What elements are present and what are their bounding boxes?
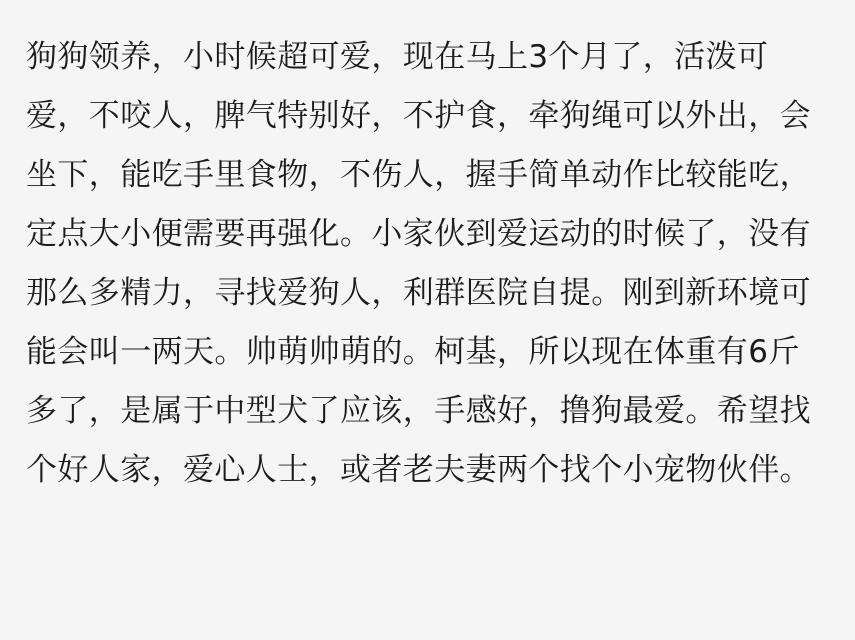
document-body-text: 狗狗领养，小时候超可爱，现在马上3个月了，活泼可爱，不咬人，脾气特别好，不护食，牵狗绳可以外出，会坐下，能吃手里食物，不伤人，握手简单动作比较能吃，定点大小便需要再强化。小家伙到爱运动的时候了，没有那么多精力，寻找爱狗人，利群医院自提。刚到新环境可能会叫一两天。帅萌帅萌的。柯基，所以现在体重有6斤多了，是属于中型犬了应该，手感好，撸狗最爱。希望找个好人家，爱心人士，或者老夫妻两个找个小宠物伙伴。 [26,39,811,488]
